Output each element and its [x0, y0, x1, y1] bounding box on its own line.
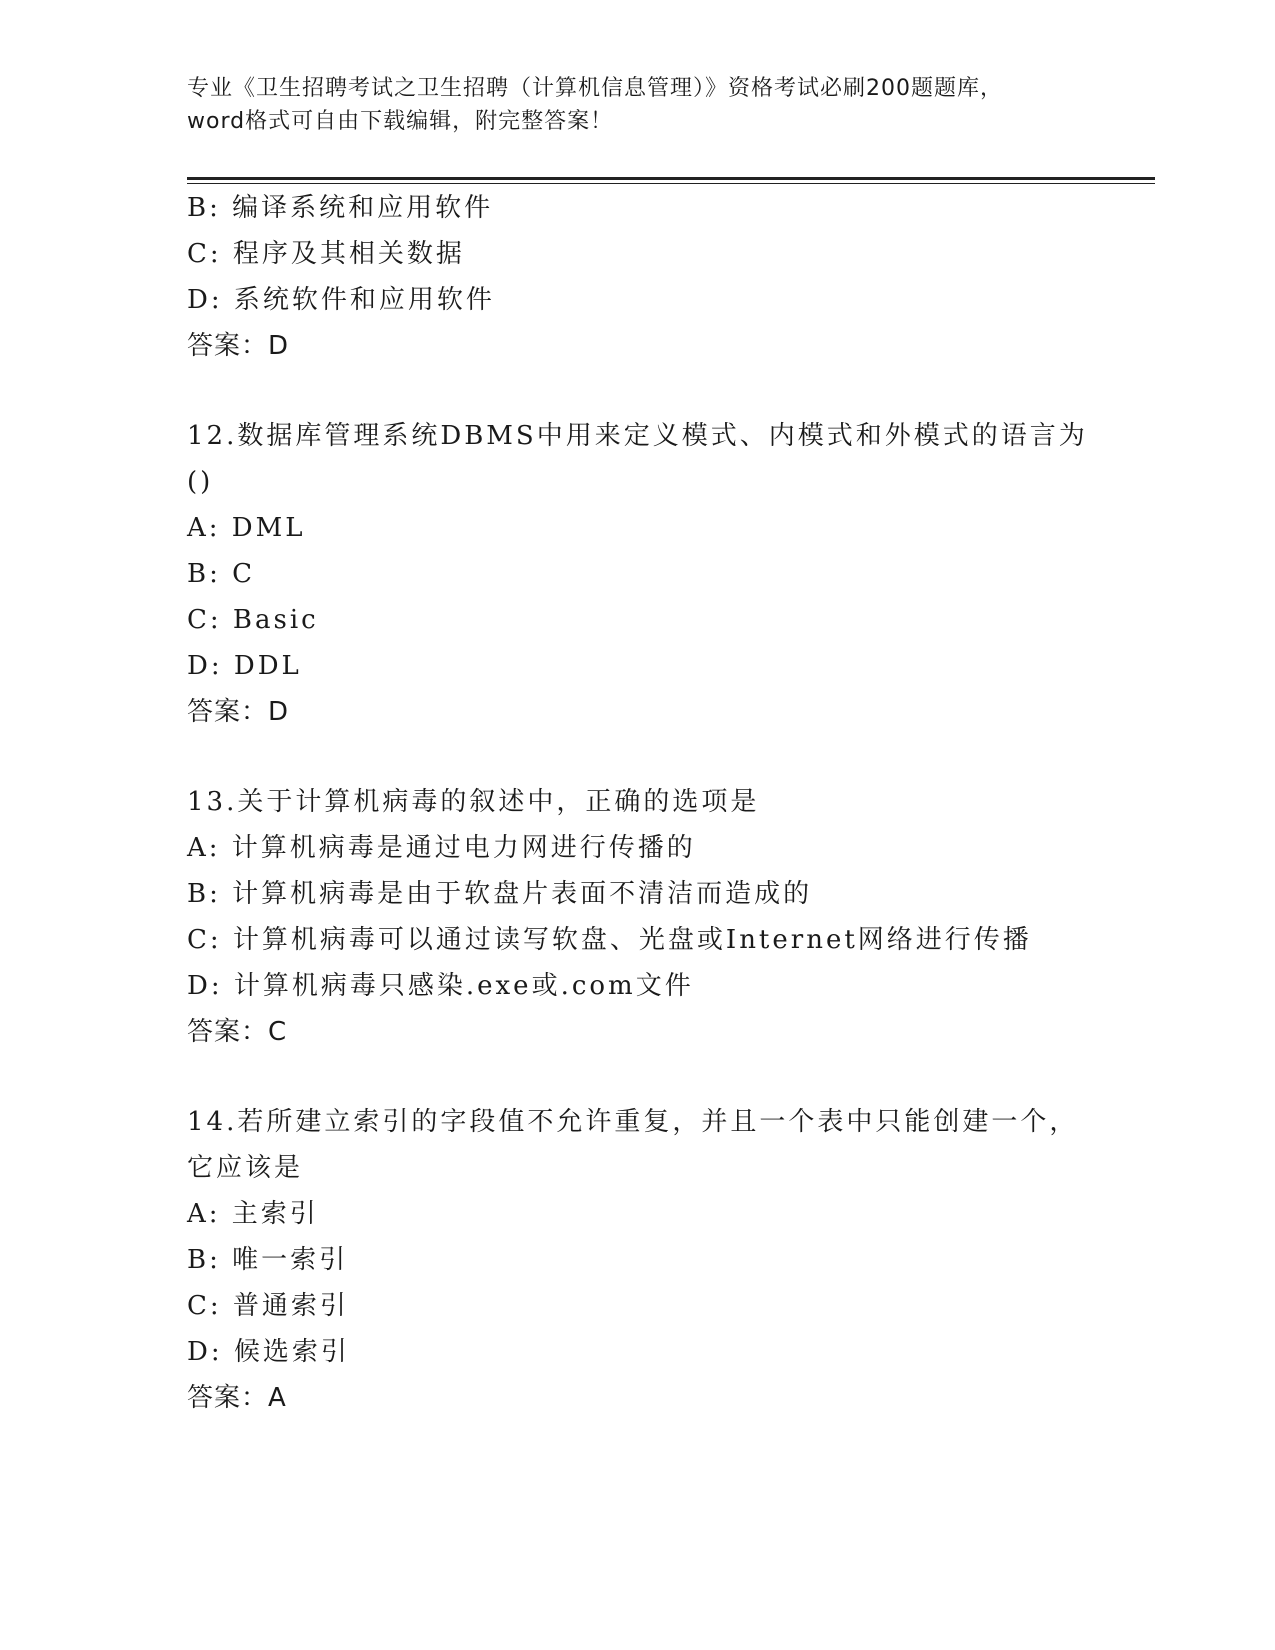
option-b: B: 编译系统和应用软件 — [187, 193, 494, 223]
question-stem-continued: 它应该是 — [187, 1153, 304, 1183]
option-c: C: 程序及其相关数据 — [187, 239, 465, 269]
question-spacer — [187, 1055, 1087, 1099]
option-c: C: 计算机病毒可以通过读写软盘、光盘或Internet网络进行传播 — [187, 925, 1032, 955]
document-header — [187, 72, 1087, 138]
option-d: D: 系统软件和应用软件 — [187, 285, 495, 315]
question-spacer — [187, 369, 1087, 413]
question-block-previous — [187, 185, 1087, 369]
question-stem-continued: () — [187, 467, 214, 497]
header-divider-thick — [187, 177, 1155, 180]
option-d: D: DDL — [187, 651, 302, 681]
question-block-13 — [187, 779, 1087, 1055]
question-stem: 12.数据库管理系统DBMS中用来定义模式、内模式和外模式的语言为 — [187, 421, 1088, 451]
option-a: A: 主索引 — [187, 1199, 319, 1229]
header-title-line-2: word格式可自由下载编辑，附完整答案！ — [187, 109, 614, 134]
question-block-14 — [187, 1099, 1087, 1421]
question-stem: 14.若所建立索引的字段值不允许重复，并且一个表中只能创建一个， — [187, 1107, 1079, 1137]
header-title-line-1: 专业《卫生招聘考试之卫生招聘（计算机信息管理）》资格考试必刷200题题库， — [187, 76, 1003, 101]
header-divider-thin — [187, 183, 1155, 184]
option-b: B: 计算机病毒是由于软盘片表面不清洁而造成的 — [187, 879, 813, 909]
question-block-12 — [187, 413, 1087, 735]
question-stem: 13.关于计算机病毒的叙述中，正确的选项是 — [187, 787, 760, 817]
option-d: D: 计算机病毒只感染.exe或.com文件 — [187, 971, 694, 1001]
option-a: A: DML — [187, 513, 306, 543]
answer-line: 答案：D — [187, 331, 290, 361]
answer-line: 答案：D — [187, 697, 290, 727]
option-d: D: 候选索引 — [187, 1337, 350, 1367]
question-spacer — [187, 735, 1087, 779]
option-a: A: 计算机病毒是通过电力网进行传播的 — [187, 833, 696, 863]
question-list — [187, 185, 1087, 1421]
option-b: B: 唯一索引 — [187, 1245, 349, 1275]
option-c: C: 普通索引 — [187, 1291, 349, 1321]
answer-line: 答案：C — [187, 1017, 288, 1047]
option-b: B: C — [187, 559, 256, 589]
option-c: C: Basic — [187, 605, 319, 635]
answer-line: 答案：A — [187, 1383, 287, 1413]
